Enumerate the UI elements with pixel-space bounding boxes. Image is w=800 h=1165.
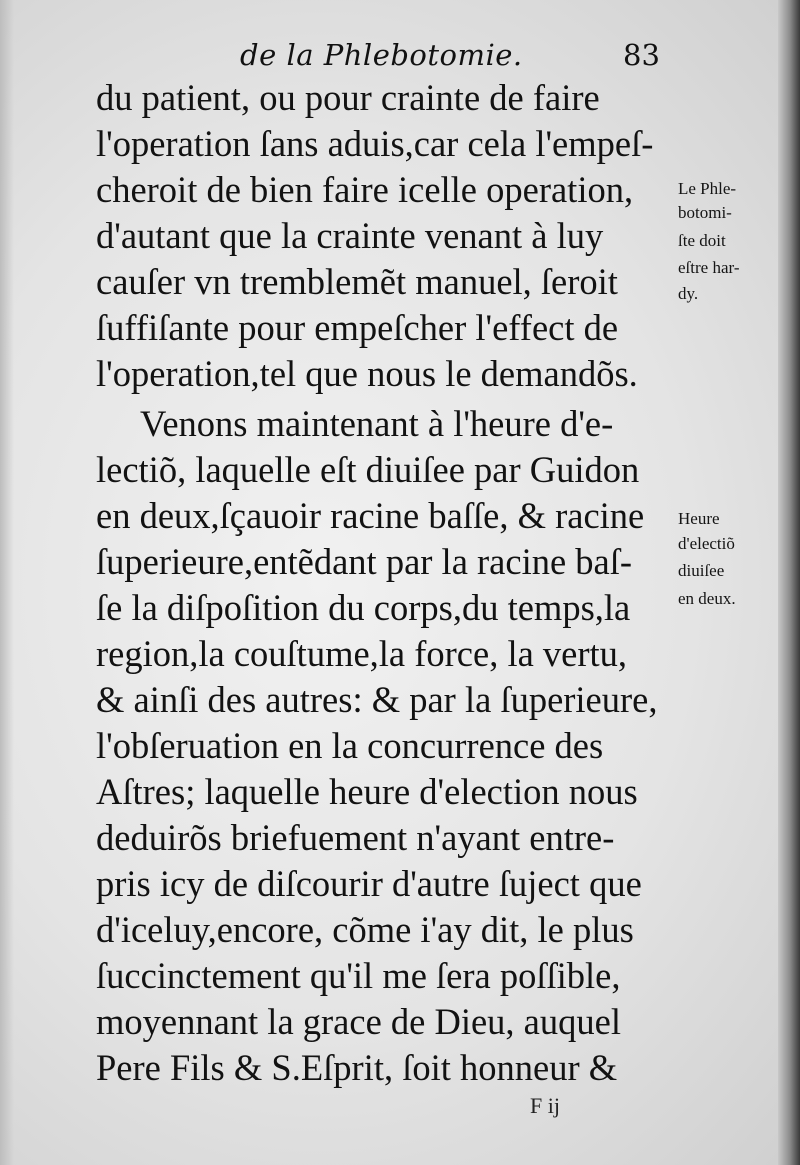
signature-mark: F ij [530,1093,560,1118]
text-line: d'iceluy,encore, cõme i'ay dit, le plus [96,909,634,950]
page-number: 83 [623,38,660,72]
margin-note-line: d'electiõ [678,534,735,553]
margin-note-line: botomi- [678,203,732,222]
text-line: deduirõs briefuement n'ayant entre- [96,817,615,858]
margin-note-line: eſtre har- [678,258,740,277]
text-line: l'operation ſans aduis,car cela l'empeſ- [96,123,654,164]
text-line: d'autant que la crainte venant à luy [96,215,604,256]
text-line: ſuccinctement qu'il me ſera poſſible, [96,955,621,996]
paragraph-first-line: Venons maintenant à l'heure d'e- [140,403,614,444]
margin-note-line: en deux. [678,589,736,608]
page-left-shadow [0,0,14,1165]
text-line: ſuperieure,entẽdant par la racine baſ- [96,541,633,582]
text-line: pris icy de diſcourir d'autre ſuject que [96,863,642,904]
text-line: ſe la diſpoſition du corps,du temps,la [96,587,631,628]
text-line: cauſer vn tremblemẽt manuel, ſeroit [96,261,618,302]
text-line: & ainſi des autres: & par la ſuperieure, [96,679,658,720]
text-line: Aſtres; laquelle heure d'election nous [96,771,638,812]
margin-note-line: dy. [678,284,699,303]
running-title: de la Phlebotomie. [240,38,523,72]
text-line: ſuffiſante pour empeſcher l'effect de [96,307,619,348]
text-line: cheroit de bien faire icelle operation, [96,169,634,210]
margin-note-line: Heure [678,509,720,528]
text-line: l'operation,tel que nous le demandõs. [96,353,638,394]
margin-note-line: Le Phle- [678,179,737,198]
text-line: Pere Fils & S.Eſprit, ſoit honneur & [96,1047,618,1088]
text-line: en deux,ſçauoir racine baſſe, & racine [96,495,645,536]
text-line: lectiõ, laquelle eſt diuiſee par Guidon [96,449,640,490]
text-line: du patient, ou pour crainte de faire [96,77,600,118]
text-line: moyennant la grace de Dieu, auquel [96,1001,621,1042]
text-line: region,la couſtume,la force, la vertu, [96,633,628,674]
margin-note-line: ſte doit [678,231,726,250]
text-line: l'obſeruation en la concurrence des [96,725,604,766]
page-right-edge [778,0,800,1165]
margin-note-line: diuiſee [678,561,725,580]
